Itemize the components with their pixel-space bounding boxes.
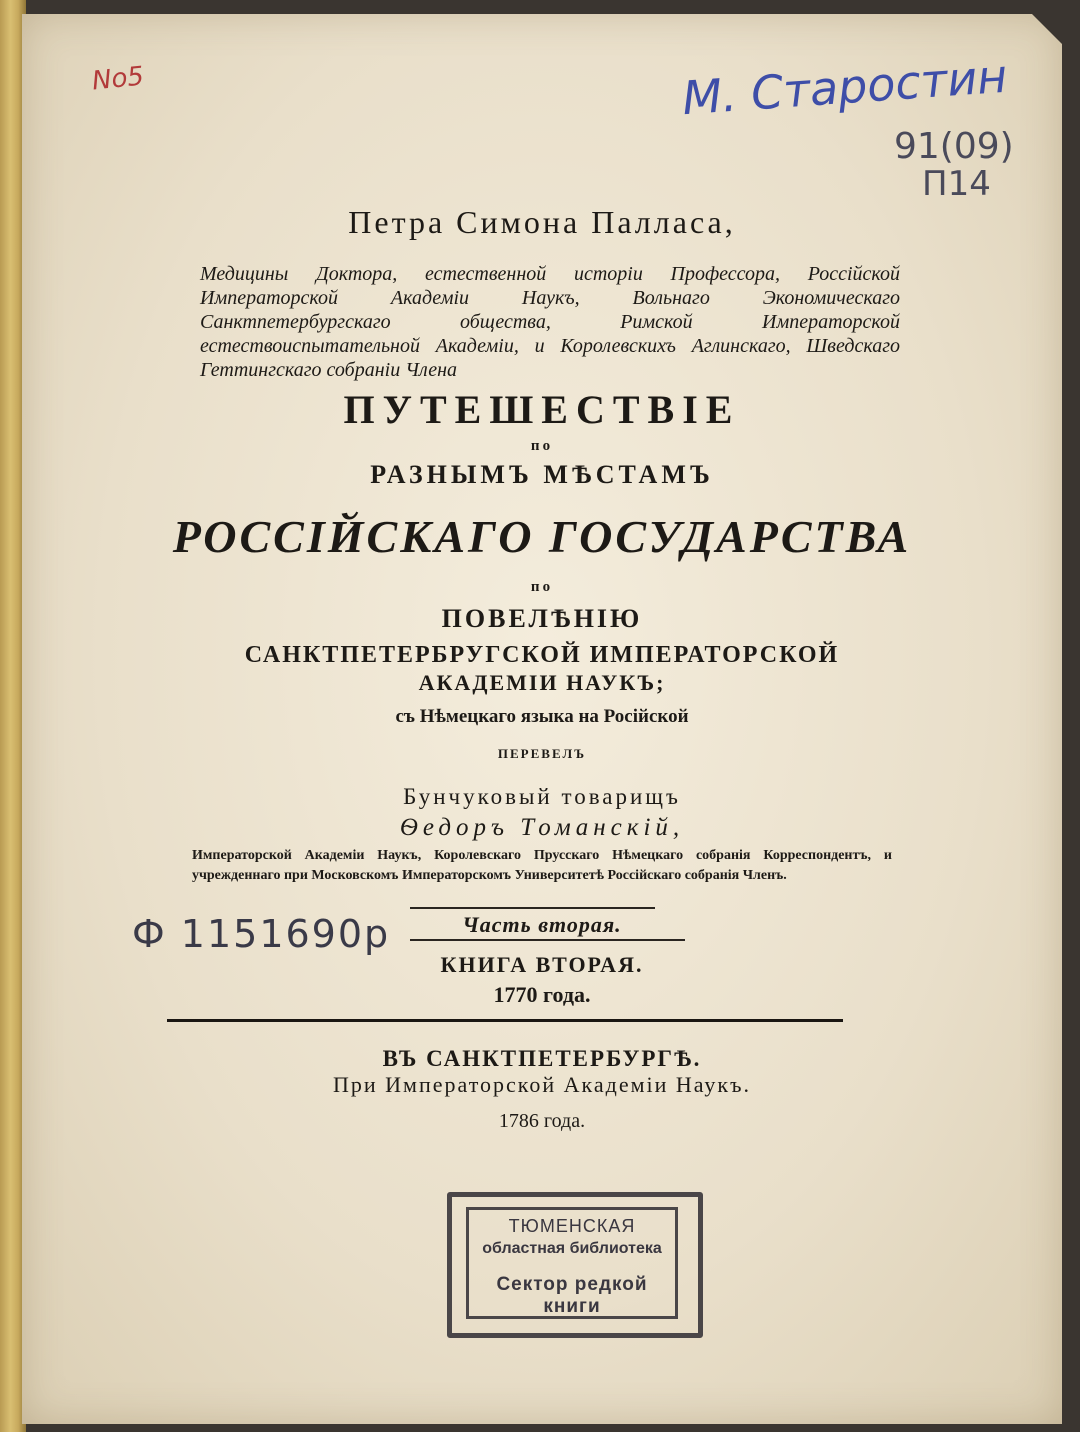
main-divider	[167, 1019, 843, 1022]
owner-signature: М. Старостин	[680, 48, 1009, 126]
title-journey: ПУТЕШЕСТВІЕ	[343, 387, 741, 432]
stamp-line-1: ТЮМЕНСКАЯ	[508, 1216, 636, 1236]
translator-credits: Императорской Академіи Наукъ, Королевскаго Прусскаго Нѣмецкаго собранія Корреспондентъ, и учрежденнаго при Московскомъ Императорскомъ Университетѣ Россійскаго собранія Членъ.	[192, 848, 892, 883]
call-number-line-1: 91(09)	[894, 126, 1014, 167]
title-russian-state: РОССІЙСКАГО ГОСУДАРСТВА	[172, 511, 912, 562]
author-name: Петра Симона Палласа,	[348, 204, 736, 240]
stamp-line-2: областная библиотека	[482, 1240, 662, 1257]
academy-line-2: АКАДЕМІИ НАУКЪ;	[418, 670, 666, 695]
part-number: Часть вторая.	[462, 912, 622, 937]
imprint-city: ВЪ САНКТПЕТЕРБУРГѢ.	[382, 1046, 702, 1071]
book-number: КНИГА ВТОРАЯ.	[440, 952, 644, 977]
translator-name: Ѳедоръ Томанскій,	[399, 814, 685, 841]
title-various-places: РАЗНЫМЪ МѢСТАМЪ	[370, 460, 714, 489]
title-po-1: по	[530, 438, 554, 454]
title-page	[22, 14, 1062, 1424]
rule-above-part	[410, 907, 655, 909]
academy-line-1: САНКТПЕТЕРБРУГСКОЙ ИМПЕРАТОРСКОЙ	[244, 642, 840, 668]
imprint-press: При Императорской Академіи Наукъ.	[332, 1072, 751, 1097]
journey-year: 1770 года.	[493, 982, 591, 1007]
page-corner	[1032, 14, 1062, 44]
translated-by: ПЕРЕВЕЛЪ	[497, 746, 587, 761]
rule-below-part	[410, 939, 685, 941]
author-titles: Медицины Доктора, естественной исторіи Профессора, Россійской Императорской Академіи Наукъ, Вольнаго Экономическаго Санктпетербургскаго общества, Римской Императорской естествоиспытательной Академіи, и Королевскихъ Аглинскаго, Шведскаго Геттингскаго собраніи Члена	[200, 263, 900, 381]
call-number-line-2: П14	[922, 164, 991, 204]
inventory-number: Ф 1151690р	[132, 912, 391, 956]
handwritten-top-left-mark: No5	[90, 61, 146, 97]
title-po-2: по	[530, 579, 554, 595]
imprint-year: 1786 года.	[498, 1110, 586, 1132]
library-stamp-inner-frame	[466, 1207, 678, 1319]
translator-rank: Бунчуковый товарищъ	[403, 784, 681, 809]
stamp-line-3: Сектор редкой книги	[496, 1274, 648, 1317]
library-stamp	[447, 1192, 703, 1338]
translated-from-german: съ Нѣмецкаго языка на Російской	[395, 706, 689, 727]
title-command: ПОВЕЛѢНІЮ	[441, 604, 643, 633]
